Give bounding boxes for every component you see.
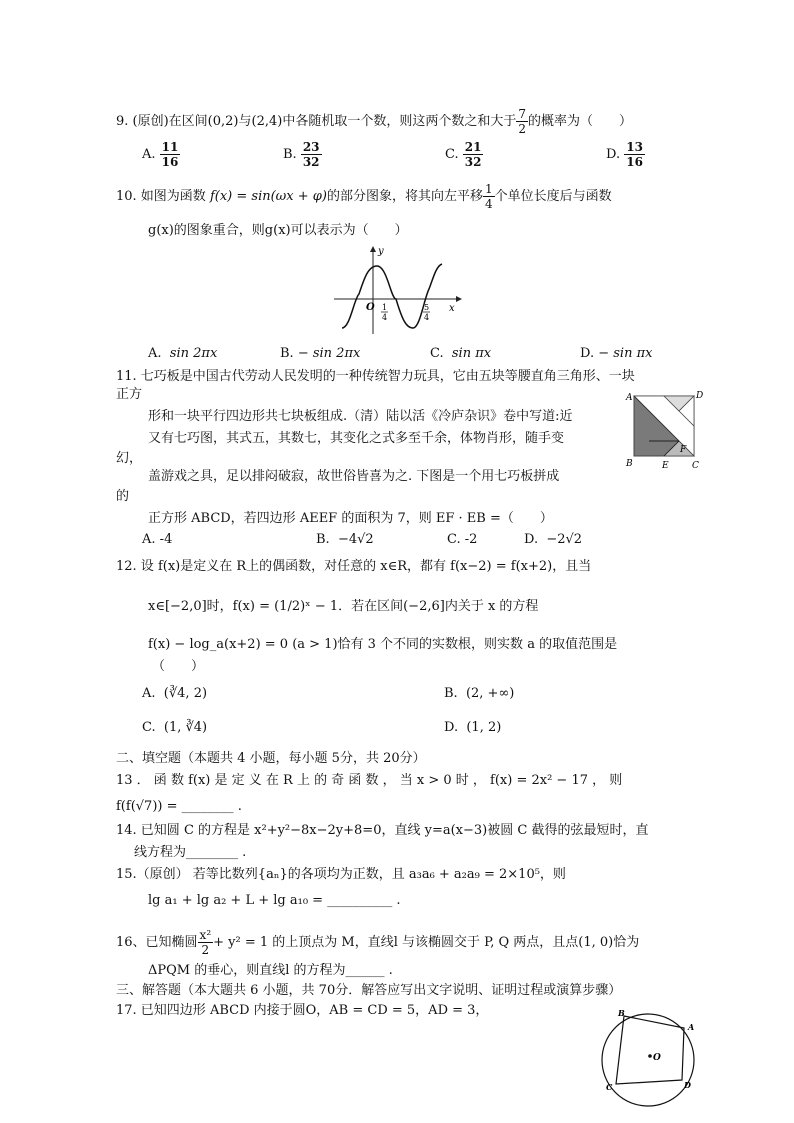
q14-line1: 14. 已知圆 C 的方程是 x²+y²−8x−2y+8=0，直线 y=a(x−3)被圆 C 截得的弦最短时，直	[116, 823, 649, 838]
q15-line1: 15.（原创） 若等比数列{aₙ}的各项均为正数，且 a₃a₆ + a₂a₉ = 2×10⁵，则	[116, 867, 566, 882]
tangram-label-e: E	[662, 461, 669, 471]
q17-label-a: A	[688, 1022, 695, 1032]
q11-option-d[interactable]: D. −2√2	[524, 532, 583, 547]
q10-origin-label: O	[366, 302, 375, 313]
q9-stem-a: 9. (原创)在区间(0,2)与(2,4)中各随机取一个数，则这两个数之和大于	[116, 114, 517, 129]
q9-stem	[116, 107, 632, 136]
q17-label-b: B	[618, 1008, 625, 1018]
section-3-heading: 三、解答题（本大题共 6 小题，共 70分．解答应写出文字说明、证明过程或演算步骤）	[116, 983, 622, 998]
q10-stem: 10. 如图为函数 f(x) = sin(ωx + φ)的部分图象，将其向左平移 $\frac{1}{4}$ 个单位长度后与函数	[116, 182, 612, 211]
q9-frac-num: 7	[518, 107, 526, 121]
q12-option-c[interactable]: C. (1, ∛4)	[142, 720, 208, 735]
q10-line2: g(x)的图象重合，则g(x)可以表示为（ ）	[148, 223, 408, 238]
q13-line1: 13 ． 函 数 f(x) 是 定 义 在 R 上 的 奇 函 数 ， 当 x > 0 时 ， f(x) = 2x² − 17 ， 则	[116, 773, 623, 788]
q9-option-b[interactable]: B. $\frac{23}{32}$	[283, 140, 320, 169]
q9-option-c[interactable]: C. $\frac{21}{32}$	[445, 140, 482, 169]
q10-tick-1: 1	[382, 303, 388, 312]
q15-line2: lg a₁ + lg a₂ + L + lg a₁₀ = __________ .	[148, 893, 401, 908]
q10-option-a[interactable]: A. sin 2πx	[148, 346, 218, 361]
q10-y-label: y	[378, 246, 384, 257]
q16-line1: 16、已知椭圆 $\frac{\text{x²}}{2}$ + y² = 1 的上顶点为 M，直线l 与该椭圆交于 P, Q 两点，且点(1, 0)恰为	[116, 928, 640, 957]
section-2-heading: 二、填空题（本题共 4 小题，每小题 5分，共 20分）	[116, 751, 426, 766]
svg-text:4: 4	[424, 313, 430, 322]
q11-option-a[interactable]: A. -4	[142, 532, 173, 547]
q12-option-b[interactable]: B. (2, +∞)	[444, 686, 515, 701]
q11-line2: 正方	[116, 387, 143, 402]
q10-option-b[interactable]: B. − sin 2πx	[280, 346, 361, 361]
q12-option-a[interactable]: A. (∛4, 2)	[142, 686, 208, 701]
q17-label-c: C	[606, 1082, 613, 1092]
q11-line1: 11. 七巧板是中国古代劳动人民发明的一种传统智力玩具，它由五块等腰直角三角形、一块	[116, 369, 635, 384]
q12-line4: （ ）	[152, 659, 205, 674]
q17-label-d: D	[684, 1080, 691, 1090]
tangram-label-a: A	[626, 393, 633, 403]
q16-line2: ΔPQM 的垂心，则直线l 的方程为______ .	[148, 963, 393, 978]
q17-quadrilateral	[616, 1016, 684, 1084]
q11-line7: 的	[116, 489, 130, 504]
tangram-label-b: B	[626, 459, 633, 469]
q10-x-label: x	[449, 303, 455, 314]
q12-line1: 12. 设 f(x)是定义在 R上的偶函数，对任意的 x∈R，都有 f(x−2) = f(x+2)，且当	[116, 559, 592, 574]
tangram-label-c: C	[692, 461, 699, 471]
q14-line2: 线方程为________ .	[134, 845, 247, 860]
q11-line5: 幻，	[116, 451, 143, 466]
q10-sine-graph	[332, 244, 462, 336]
q10-function: f(x) = sin(ωx + φ)	[209, 189, 327, 204]
q9-frac-den: 2	[518, 122, 526, 136]
tangram-label-d: D	[696, 391, 704, 401]
q11-tangram-figure	[622, 388, 710, 472]
q9-stem-b: 的概率为（ ）	[527, 114, 632, 129]
tangram-label-f: F	[680, 445, 687, 455]
q9-option-d[interactable]: D. $\frac{13}{16}$	[606, 140, 643, 169]
q17-line1: 17. 已知四边形 ABCD 内接于圆O，AB = CD = 5，AD = 3，	[116, 1003, 489, 1018]
q17-circle-figure	[596, 1004, 706, 1116]
q11-option-c[interactable]: C. -2	[447, 532, 478, 547]
q17-label-o: O	[653, 1053, 661, 1063]
q12-line3: f(x) − log_a(x+2) = 0 (a > 1)恰有 3 个不同的实数根，则实数 a 的取值范围是	[148, 637, 618, 652]
q11-line4: 又有七巧图，其式五，其数七，其变化之式多至千余，体物肖形，随手变	[148, 431, 565, 446]
svg-text:4: 4	[382, 313, 388, 322]
q10-tick-5: 5	[424, 303, 430, 312]
q9-option-a[interactable]: A. $\frac{11}{16}$	[142, 140, 179, 169]
q11-option-b[interactable]: B. −4√2	[316, 532, 374, 547]
q12-line2: x∈[−2,0]时，f(x) = (1/2)ˣ − 1．若在区间(−2,6]内关于 x 的方程	[148, 599, 539, 614]
q13-line2: f(f(√7)) = ________ .	[116, 799, 242, 814]
q11-line3: 形和一块平行四边形共七块板组成.（清）陆以活《冷庐杂识》卷中写道:近	[148, 409, 573, 424]
q11-line6: 盖游戏之具，足以排闷破寂，故世俗皆喜为之. 下图是一个用七巧板拼成	[148, 469, 560, 484]
q10-option-c[interactable]: C. sin πx	[430, 346, 492, 361]
q9-fraction	[516, 107, 528, 136]
q11-line8: 正方形 ABCD，若四边形 AEEF 的面积为 7，则 EF · EB =（ ）	[148, 511, 553, 526]
q12-option-d[interactable]: D. (1, 2)	[444, 720, 502, 735]
q10-option-d[interactable]: D. − sin πx	[580, 346, 653, 361]
